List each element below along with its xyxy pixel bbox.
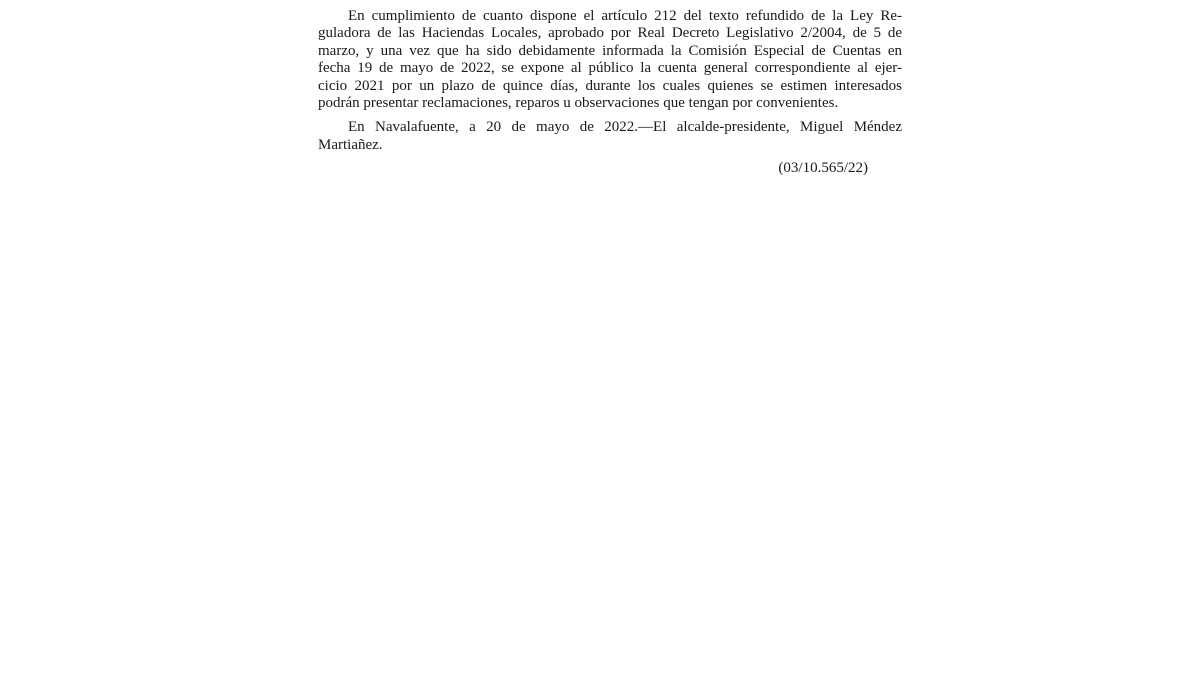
text-line: marzo, y una vez que ha sido debidamente informada la Comisión Especial de Cuentas en	[318, 42, 902, 59]
text-line: Martiañez.	[318, 136, 383, 153]
text-line: guladora de las Haciendas Locales, aprobado por Real Decreto Legislativo 2/2004, de 5 de	[318, 25, 902, 42]
text-line: fecha 19 de mayo de 2022, se expone al público la cuenta general correspondiente al ejer-	[318, 60, 902, 77]
text-line: En cumplimiento de cuanto dispone el artículo 212 del texto refundido de la Ley Re-	[348, 8, 902, 24]
paragraph-spacer	[318, 112, 902, 119]
paragraph-signature	[318, 119, 902, 154]
reference-number: (03/10.565/22)	[778, 160, 868, 177]
text-line: cicio 2021 por un plazo de quince días, durante los cuales quienes se estimen interesados	[318, 77, 902, 94]
paragraph-cuenta-general	[318, 8, 902, 112]
text-column	[318, 8, 902, 178]
text-line: podrán presentar reclamaciones, reparos u observaciones que tengan por convenientes.	[318, 94, 839, 111]
text-line: En Navalafuente, a 20 de mayo de 2022.—El alcalde-presidente, Miguel Méndez	[348, 119, 902, 136]
